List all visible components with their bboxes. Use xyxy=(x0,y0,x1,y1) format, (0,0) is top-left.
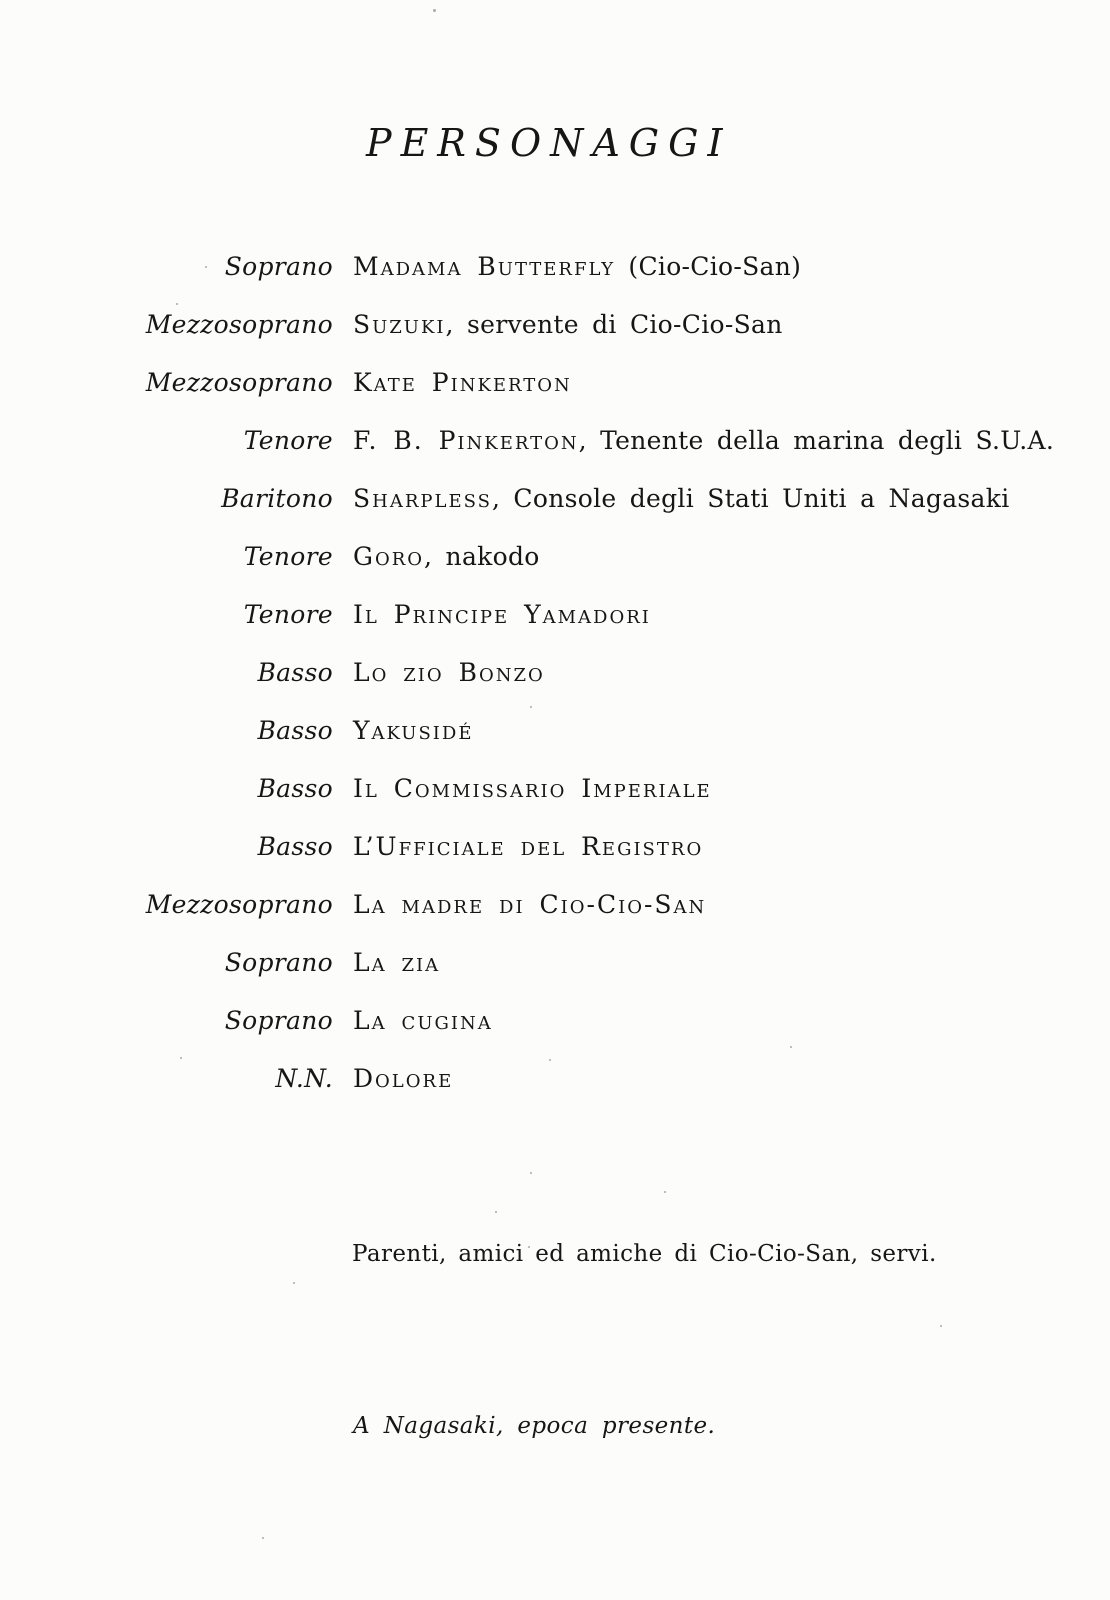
voice-type-label: Basso xyxy=(257,658,333,687)
voice-type-label: Mezzosoprano xyxy=(145,890,333,919)
voice-type-label: N.N. xyxy=(275,1064,333,1093)
character-name-detail: , nakodo xyxy=(424,542,540,571)
character-name-caps: L’Ufficiale del Registro xyxy=(353,832,704,861)
page-title: PERSONAGGI xyxy=(366,121,732,166)
voice-type-label: Basso xyxy=(257,774,333,803)
cast-row xyxy=(0,310,1110,368)
voice-type-label: Tenore xyxy=(243,426,333,455)
character-name-caps: La madre di Cio-Cio-San xyxy=(353,890,707,919)
scan-speck xyxy=(176,303,178,305)
character-name-caps: Madama Butterfly xyxy=(353,252,616,281)
character-name xyxy=(353,1064,453,1094)
cast-row xyxy=(0,832,1110,890)
scan-speck xyxy=(940,1325,942,1327)
voice-type-label: Tenore xyxy=(243,542,333,571)
setting-note: A Nagasaki, epoca presente. xyxy=(353,1413,716,1439)
character-name-caps: Il Principe Yamadori xyxy=(353,600,651,629)
scan-speck xyxy=(433,9,436,12)
character-name xyxy=(353,426,1054,456)
scan-speck xyxy=(664,1191,666,1193)
character-name-detail: , Tenente della marina degli S.U.A. xyxy=(578,426,1055,455)
character-name-caps: Suzuki xyxy=(353,310,446,339)
character-name xyxy=(353,890,706,920)
scan-speck xyxy=(530,1172,532,1174)
voice-type-label: Basso xyxy=(257,716,333,745)
character-name xyxy=(353,310,783,340)
scan-speck xyxy=(262,1537,264,1539)
scan-speck xyxy=(205,266,207,268)
character-name-caps: Goro xyxy=(353,542,425,571)
cast-row xyxy=(0,368,1110,426)
cast-row xyxy=(0,948,1110,1006)
character-name-detail: , Console degli Stati Uniti a Nagasaki xyxy=(491,484,1010,513)
cast-row xyxy=(0,1064,1110,1122)
cast-row xyxy=(0,600,1110,658)
cast-row xyxy=(0,426,1110,484)
character-name xyxy=(353,600,651,630)
cast-row xyxy=(0,890,1110,948)
scan-speck xyxy=(293,1282,295,1284)
character-name xyxy=(353,774,712,804)
character-name xyxy=(353,252,801,282)
voice-type-label: Basso xyxy=(257,832,333,861)
voice-type-label: Baritono xyxy=(221,484,333,513)
voice-type-label: Mezzosoprano xyxy=(145,310,333,339)
character-name xyxy=(353,368,572,398)
character-name xyxy=(353,832,703,862)
scan-speck xyxy=(495,1211,497,1213)
character-name-caps: La cugina xyxy=(353,1006,493,1035)
character-name xyxy=(353,542,540,572)
character-name-caps: Yakusidé xyxy=(353,716,474,745)
voice-type-label: Soprano xyxy=(224,1006,333,1035)
character-name xyxy=(353,716,474,746)
cast-row xyxy=(0,1006,1110,1064)
cast-row xyxy=(0,658,1110,716)
scan-speck xyxy=(790,1046,792,1048)
character-name-caps: Lo zio Bonzo xyxy=(353,658,545,687)
voice-type-label: Soprano xyxy=(224,252,333,281)
character-name xyxy=(353,658,545,688)
cast-row xyxy=(0,542,1110,600)
voice-type-label: Tenore xyxy=(243,600,333,629)
character-name-caps: Il Commissario Imperiale xyxy=(353,774,712,803)
cast-row xyxy=(0,774,1110,832)
character-name-caps: Dolore xyxy=(353,1064,454,1093)
scan-speck xyxy=(180,1057,182,1059)
scan-speck xyxy=(528,1246,530,1248)
cast-list xyxy=(0,252,1110,1122)
cast-row xyxy=(0,716,1110,774)
character-name-caps: La zia xyxy=(353,948,441,977)
character-name xyxy=(353,1006,493,1036)
voice-type-label: Soprano xyxy=(224,948,333,977)
character-name xyxy=(353,948,440,978)
ensemble-note: Parenti, amici ed amiche di Cio-Cio-San, servi. xyxy=(352,1241,937,1267)
character-name xyxy=(353,484,1010,514)
character-name-detail: , servente di Cio-Cio-San xyxy=(445,310,783,339)
character-name-caps: Sharpless xyxy=(353,484,492,513)
scan-speck xyxy=(530,706,532,708)
scan-speck xyxy=(549,1059,551,1061)
cast-row xyxy=(0,484,1110,542)
character-name-detail: (Cio-Cio-San) xyxy=(615,252,802,281)
cast-row xyxy=(0,252,1110,310)
character-name-caps: Kate Pinkerton xyxy=(353,368,572,397)
voice-type-label: Mezzosoprano xyxy=(145,368,333,397)
character-name-caps: F. B. Pinkerton xyxy=(353,426,579,455)
